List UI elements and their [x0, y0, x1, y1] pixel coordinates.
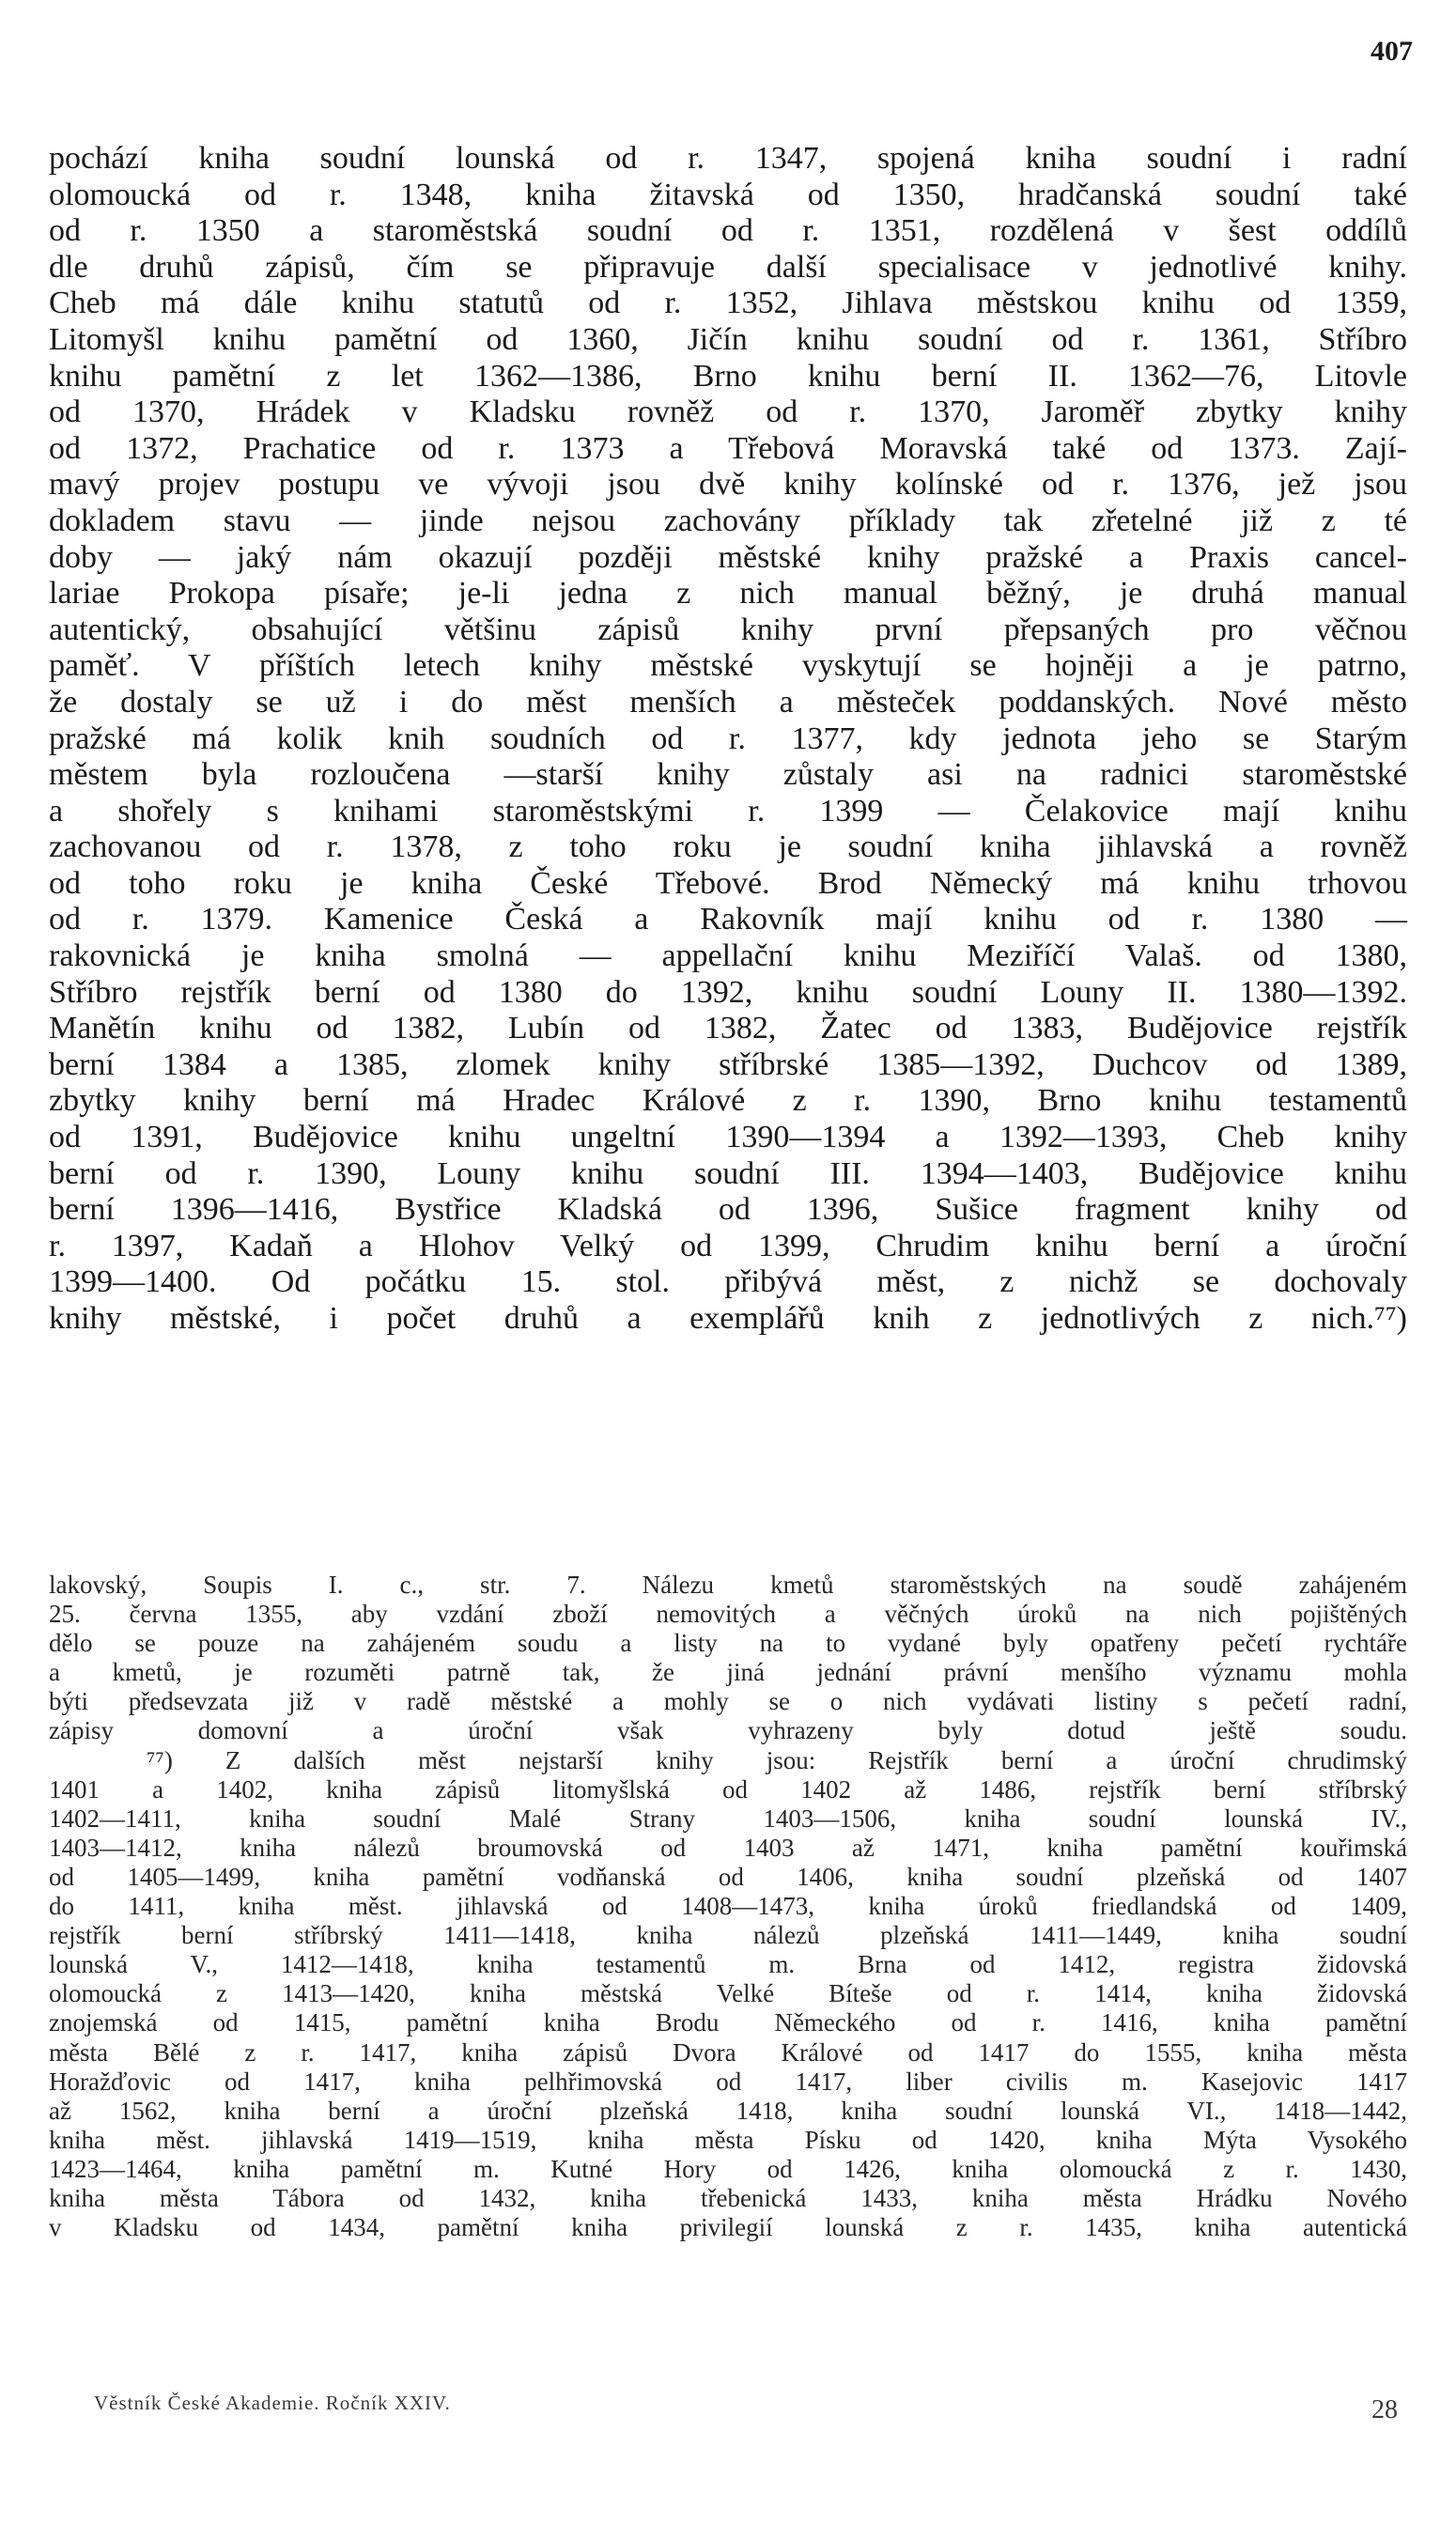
- footnote-line: 1401 a 1402, kniha zápisů litomyšlská od 1402 až 1486, rejstřík berní stříbrský: [49, 1774, 1407, 1804]
- main-text-line: od r. 1379. Kamenice Česká a Rakovník mají knihu od r. 1380 —: [49, 902, 1407, 937]
- main-text-line: od r. 1350 a staroměstská soudní od r. 1351, rozdělená v šest oddílů: [49, 213, 1407, 249]
- footnote-line: až 1562, kniha berní a úroční plzeňská 1418, kniha soudní lounská VI., 1418—1442,: [49, 2096, 1407, 2125]
- footer-signature-mark: 28: [1371, 2395, 1398, 2424]
- main-text-line: zbytky knihy berní má Hradec Králové z r. 1390, Brno knihu testamentů: [49, 1083, 1407, 1119]
- footnote-line: v Kladsku od 1434, pamětní kniha privilegií lounská z r. 1435, kniha autentická: [49, 2213, 1407, 2242]
- main-text-line: Manětín knihu od 1382, Lubín od 1382, Žatec od 1383, Budějovice rejstřík: [49, 1011, 1407, 1046]
- main-text-line: berní 1384 a 1385, zlomek knihy stříbrské 1385—1392, Duchcov od 1389,: [49, 1046, 1407, 1082]
- main-text-line: Cheb má dále knihu statutů od r. 1352, Jihlava městskou knihu od 1359,: [49, 286, 1407, 321]
- main-text-line: zachovanou od r. 1378, z toho roku je soudní kniha jihlavská a rovněž: [49, 829, 1407, 865]
- footnote-line: znojemská od 1415, pamětní kniha Brodu Německého od r. 1416, kniha pamětní: [49, 2008, 1407, 2037]
- footnote-line: lounská V., 1412—1418, kniha testamentů m. Brna od 1412, registra židovská: [49, 1950, 1407, 1979]
- main-text: [49, 141, 1407, 1338]
- main-text-line: Stříbro rejstřík berní od 1380 do 1392, knihu soudní Louny II. 1380—1392.: [49, 974, 1407, 1010]
- footnote-line: města Bělé z r. 1417, kniha zápisů Dvora Králové od 1417 do 1555, kniha města: [49, 2037, 1407, 2067]
- main-text-line: lariae Prokopa písaře; je-li jedna z nich manual běžný, je druhá manual: [49, 576, 1407, 612]
- footer-journal-title: Věstník České Akademie. Ročník XXIV.: [94, 2392, 451, 2414]
- main-text-line: rakovnická je kniha smolná — appellační knihu Meziříčí Valaš. od 1380,: [49, 938, 1407, 974]
- main-text-line: a shořely s knihami staroměstskými r. 1399 — Čelakovice mají knihu: [49, 793, 1407, 829]
- footnote-line: do 1411, kniha měst. jihlavská od 1408—1473, kniha úroků friedlandská od 1409,: [49, 1892, 1407, 1921]
- main-text-line: knihy městské, i počet druhů a exemplářů knih z jednotlivých z nich.⁷⁷): [49, 1301, 1407, 1336]
- main-text-line: že dostaly se už i do měst menších a městeček poddanských. Nové město: [49, 684, 1407, 720]
- page-number: 407: [1371, 36, 1413, 67]
- footnote-line: kniha města Tábora od 1432, kniha třebenická 1433, kniha města Hrádku Nového: [49, 2183, 1407, 2212]
- main-text-line: r. 1397, Kadaň a Hlohov Velký od 1399, Chrudim knihu berní a úroční: [49, 1228, 1407, 1263]
- main-text-line: pochází kniha soudní lounská od r. 1347, spojená kniha soudní i radní: [49, 141, 1407, 176]
- main-text-line: od 1391, Budějovice knihu ungeltní 1390—1394 a 1392—1393, Cheb knihy: [49, 1120, 1407, 1155]
- footnote-line: lakovský, Soupis I. c., str. 7. Nálezu kmetů staroměstských na soudě zahájeném: [49, 1571, 1407, 1599]
- main-text-line: doby — jaký nám okazují později městské knihy pražské a Praxis cancel-: [49, 539, 1407, 575]
- footnote-line: rejstřík berní stříbrský 1411—1418, kniha nálezů plzeňská 1411—1449, kniha soudní: [49, 1921, 1407, 1950]
- footnote-line: zápisy domovní a úroční však vyhrazeny byly dotud ještě soudu.: [49, 1716, 1407, 1745]
- footnotes: [49, 1571, 1407, 2242]
- footnote-line: Horažďovic od 1417, kniha pelhřimovská od 1417, liber civilis m. Kasejovic 1417: [49, 2067, 1407, 2096]
- footnote-block: [49, 1571, 1407, 1746]
- footnote-line: býti předsevzata již v radě městské a mohly se o nich vydávati listiny s pečetí radní,: [49, 1687, 1407, 1716]
- main-text-line: od 1370, Hrádek v Kladsku rovněž od r. 1370, Jaroměř zbytky knihy: [49, 395, 1407, 430]
- main-text-line: berní 1396—1416, Bystřice Kladská od 1396, Sušice fragment knihy od: [49, 1192, 1407, 1228]
- main-text-line: od 1372, Prachatice od r. 1373 a Třebová Moravská také od 1373. Zají-: [49, 430, 1407, 466]
- footnote-line: kniha měst. jihlavská 1419—1519, kniha města Písku od 1420, kniha Mýta Vysokého: [49, 2125, 1407, 2154]
- main-text-line: 1399—1400. Od počátku 15. stol. přibývá měst, z nichž se dochovaly: [49, 1264, 1407, 1300]
- main-text-line: městem byla rozloučena —starší knihy zůstaly asi na radnici staroměstské: [49, 757, 1407, 793]
- footnote-line: od 1405—1499, kniha pamětní vodňanská od 1406, kniha soudní plzeňská od 1407: [49, 1862, 1407, 1891]
- main-text-line: Litomyšl knihu pamětní od 1360, Jičín knihu soudní od r. 1361, Stříbro: [49, 321, 1407, 357]
- main-text-line: autentický, obsahující většinu zápisů knihy první přepsaných pro věčnou: [49, 612, 1407, 647]
- footnote-block: [49, 1746, 1407, 2243]
- footnote-line: a kmetů, je rozuměti patrně tak, že jiná jednání právní menšího významu mohla: [49, 1658, 1407, 1687]
- main-text-line: dokladem stavu — jinde nejsou zachovány příklady tak zřetelné již z té: [49, 503, 1407, 538]
- main-text-line: dle druhů zápisů, čím se připravuje další specialisace v jednotlivé knihy.: [49, 249, 1407, 285]
- main-text-line: olomoucká od r. 1348, kniha žitavská od 1350, hradčanská soudní také: [49, 177, 1407, 212]
- main-text-line: pražské má kolik knih soudních od r. 1377, kdy jednota jeho se Starým: [49, 720, 1407, 756]
- main-text-line: berní od r. 1390, Louny knihu soudní III. 1394—1403, Budějovice knihu: [49, 1155, 1407, 1191]
- footnote-line: 25. června 1355, aby vzdání zboží nemovitých a věčných úroků na nich pojištěných: [49, 1600, 1407, 1629]
- footnote-line: 1403—1412, kniha nálezů broumovská od 1403 až 1471, kniha pamětní kouřimská: [49, 1833, 1407, 1862]
- footnote-line: ⁷⁷) Z dalších měst nejstarší knihy jsou: Rejstřík berní a úroční chrudimský: [147, 1745, 1407, 1774]
- footnote-line: olomoucká z 1413—1420, kniha městská Velké Bíteše od r. 1414, kniha židovská: [49, 1979, 1407, 2008]
- main-text-line: mavý projev postupu ve vývoji jsou dvě knihy kolínské od r. 1376, jež jsou: [49, 467, 1407, 503]
- footnote-line: 1423—1464, kniha pamětní m. Kutné Hory od 1426, kniha olomoucká z r. 1430,: [49, 2154, 1407, 2183]
- main-text-line: od toho roku je kniha České Třebové. Brod Německý má knihu trhovou: [49, 865, 1407, 901]
- main-text-line: paměť. V příštích letech knihy městské vyskytují se hojněji a je patrno,: [49, 648, 1407, 684]
- footnote-line: 1402—1411, kniha soudní Malé Strany 1403—1506, kniha soudní lounská IV.,: [49, 1804, 1407, 1833]
- main-text-line: knihu pamětní z let 1362—1386, Brno knihu berní II. 1362—76, Litovle: [49, 358, 1407, 394]
- footnote-line: dělo se pouze na zahájeném soudu a listy na to vydané byly opatřeny pečetí rychtáře: [49, 1629, 1407, 1658]
